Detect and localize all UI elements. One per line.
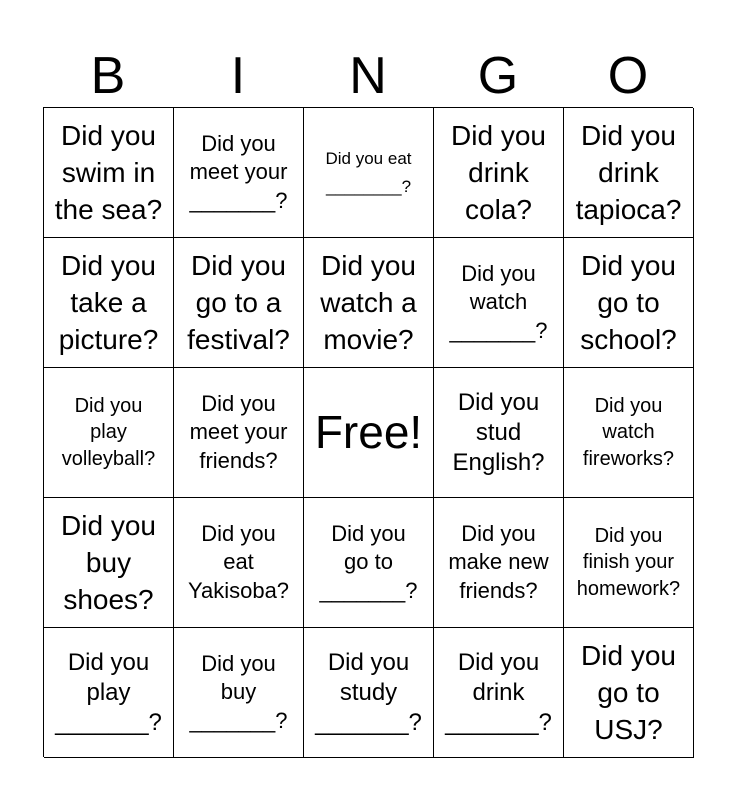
bingo-cell <box>44 238 174 368</box>
bingo-cell-text: Did you drink tapioca? <box>575 119 682 226</box>
bingo-cell-text: Did you play _______? <box>55 648 162 736</box>
bingo-cell <box>304 238 434 368</box>
bingo-cell-text: Did you buy shoes? <box>61 509 156 616</box>
bingo-cell <box>434 108 564 238</box>
bingo-cell-text: Did you meet your _______? <box>189 130 288 213</box>
bingo-cell-text: Free! <box>314 406 423 459</box>
header-letter-i: I <box>230 47 246 105</box>
bingo-cell <box>174 628 304 758</box>
bingo-cell <box>44 498 174 628</box>
bingo-cell <box>434 628 564 758</box>
bingo-grid <box>43 107 693 757</box>
bingo-cell-text: Did you finish your homework? <box>576 524 681 600</box>
bingo-cell <box>174 498 304 628</box>
bingo-cell <box>304 628 434 758</box>
header-letter-b: B <box>90 47 126 105</box>
bingo-cell <box>564 108 694 238</box>
bingo-cell-text: Did you swim in the sea? <box>54 119 163 226</box>
bingo-cell-text: Did you stud English? <box>452 388 545 476</box>
bingo-cell <box>564 628 694 758</box>
header-letter-n: N <box>349 47 387 105</box>
header-letter-o: O <box>607 47 649 105</box>
bingo-cell-text: Did you study _______? <box>315 648 422 736</box>
bingo-cell <box>44 368 174 498</box>
bingo-cell-text: Did you meet your friends? <box>189 390 288 473</box>
bingo-cell-text: Did you make new friends? <box>448 520 549 603</box>
bingo-cell <box>304 108 434 238</box>
header-letter-g: G <box>477 47 519 105</box>
bingo-cell <box>174 238 304 368</box>
bingo-cell-text: Did you play volleyball? <box>61 394 156 470</box>
bingo-cell-text: Did you eat ________? <box>325 149 412 196</box>
bingo-cell-text: Did you watch fireworks? <box>582 394 675 470</box>
bingo-cell-text: Did you buy _______? <box>189 650 288 733</box>
bingo-cell <box>564 238 694 368</box>
bingo-cell <box>434 498 564 628</box>
bingo-cell-text: Did you take a picture? <box>58 249 159 356</box>
bingo-cell <box>44 108 174 238</box>
bingo-cell-text: Did you go to school? <box>580 249 677 356</box>
bingo-cell <box>434 368 564 498</box>
bingo-cell-text: Did you go to a festival? <box>187 249 290 356</box>
bingo-cell <box>44 628 174 758</box>
bingo-cell <box>174 108 304 238</box>
bingo-cell-text: Did you go to _______? <box>319 520 418 603</box>
bingo-cell <box>434 238 564 368</box>
bingo-cell-text: Did you watch _______? <box>449 260 548 343</box>
bingo-cell <box>304 368 434 498</box>
bingo-cell-text: Did you watch a movie? <box>320 249 417 356</box>
bingo-cell-text: Did you eat Yakisoba? <box>187 520 290 603</box>
bingo-header <box>43 44 693 108</box>
bingo-cell-text: Did you drink _______? <box>445 648 552 736</box>
bingo-cell <box>304 498 434 628</box>
bingo-cell <box>564 498 694 628</box>
bingo-cell-text: Did you go to USJ? <box>581 639 676 746</box>
bingo-cell <box>564 368 694 498</box>
bingo-cell-text: Did you drink cola? <box>451 119 546 226</box>
bingo-cell <box>174 368 304 498</box>
